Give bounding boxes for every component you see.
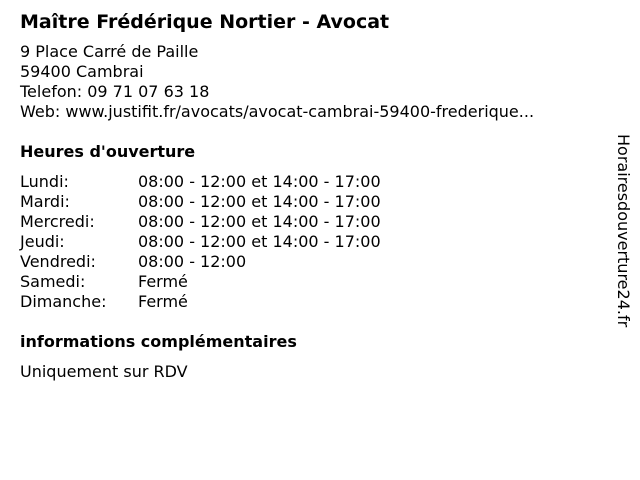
- day-hours: Fermé: [138, 272, 188, 291]
- hours-row-lundi: [20, 172, 600, 192]
- day-label: Samedi:: [20, 272, 86, 291]
- day-label: Vendredi:: [20, 252, 96, 271]
- site-watermark: Horairesdouverture24.fr: [614, 134, 633, 328]
- day-hours: 08:00 - 12:00 et 14:00 - 17:00: [138, 212, 381, 231]
- day-label: Mercredi:: [20, 212, 95, 231]
- business-card: [20, 10, 600, 382]
- phone-number: Telefon: 09 71 07 63 18: [20, 82, 210, 101]
- day-hours: 08:00 - 12:00: [138, 252, 247, 271]
- day-hours: Fermé: [138, 292, 188, 311]
- day-label: Dimanche:: [20, 292, 107, 311]
- day-label: Mardi:: [20, 192, 70, 211]
- day-hours: 08:00 - 12:00 et 14:00 - 17:00: [138, 232, 381, 251]
- website-url: Web: www.justifit.fr/avocats/avocat-cambrai-59400-frederique...: [20, 102, 535, 121]
- business-title: Maître Frédérique Nortier - Avocat: [20, 11, 390, 33]
- opening-hours-heading: Heures d'ouverture: [20, 142, 196, 161]
- day-label: Jeudi:: [20, 232, 65, 251]
- hours-row-vendredi: [20, 252, 600, 272]
- address-line-2: 59400 Cambrai: [20, 62, 144, 81]
- day-hours: 08:00 - 12:00 et 14:00 - 17:00: [138, 172, 381, 191]
- hours-row-jeudi: [20, 232, 600, 252]
- hours-row-mercredi: [20, 212, 600, 232]
- hours-row-dimanche: [20, 292, 600, 312]
- opening-hours-table: [20, 172, 600, 312]
- hours-row-samedi: [20, 272, 600, 292]
- day-label: Lundi:: [20, 172, 69, 191]
- additional-info-text: Uniquement sur RDV: [20, 362, 188, 381]
- hours-row-mardi: [20, 192, 600, 212]
- address-line-1: 9 Place Carré de Paille: [20, 42, 199, 61]
- additional-info-heading: informations complémentaires: [20, 332, 297, 351]
- day-hours: 08:00 - 12:00 et 14:00 - 17:00: [138, 192, 381, 211]
